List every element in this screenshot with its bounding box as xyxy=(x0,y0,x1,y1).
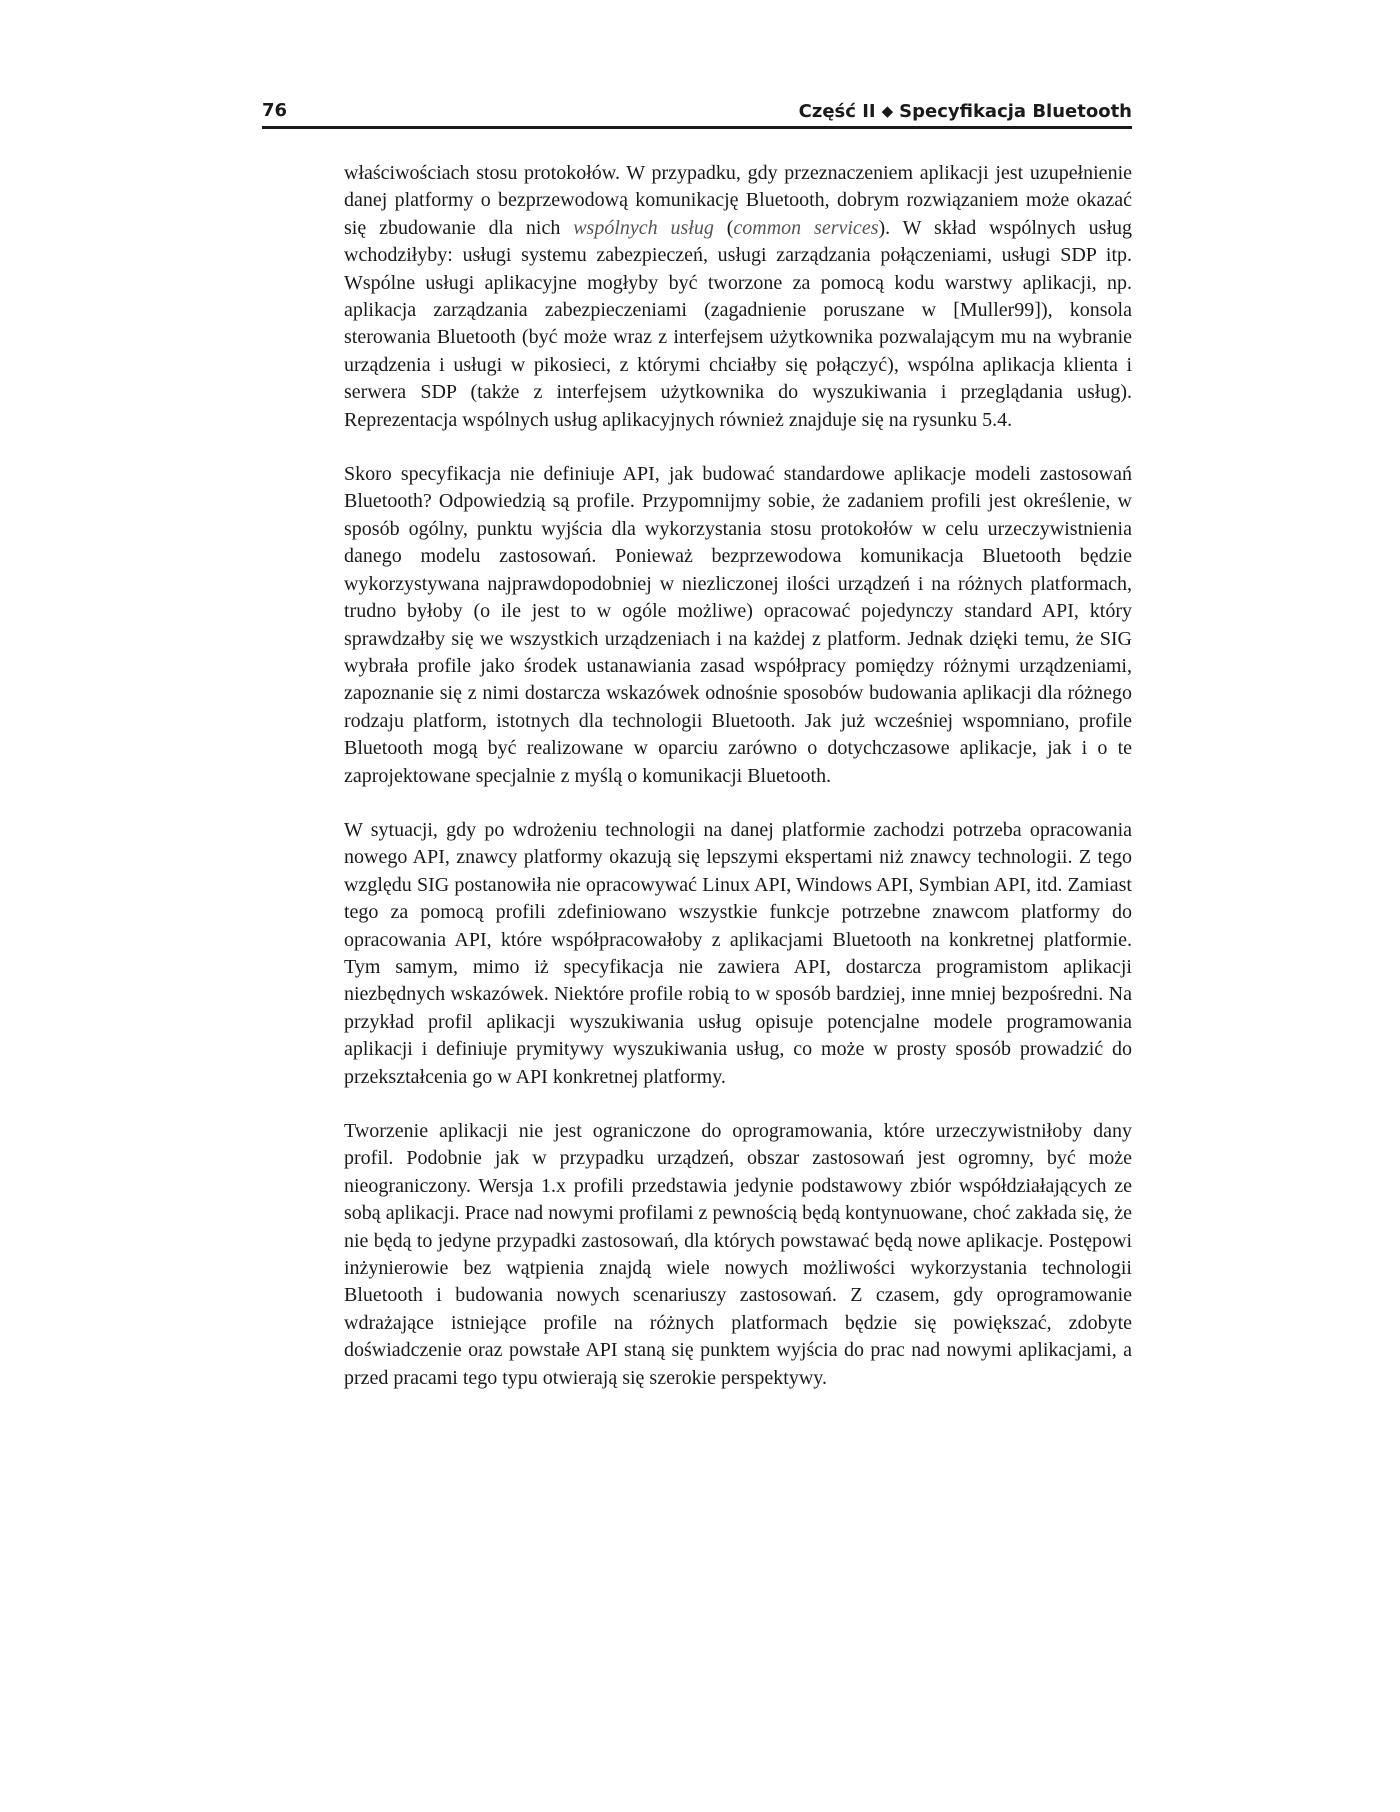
chapter-title: Specyfikacja Bluetooth xyxy=(899,101,1132,122)
paragraph-3: W sytuacji, gdy po wdrożeniu technologii na danej platformie zachodzi potrzeba opracowania nowego API, znawcy platformy okazują się lepszymi ekspertami niż znawcy technologii. Z tego względu SIG postanowiła nie opracowywać Linux API, Windows API, Symbian API, itd. Zamiast tego za pomocą profili zdefiniowano wszystkie funkcje potrzebne znawcom platformy do opracowania API, które współpracowałoby z aplikacjami Bluetooth na konkretnej platformie. Tym samym, mimo iż specyfikacja nie zawiera API, dostarcza programistom aplikacji niezbędnych wskazówek. Niektóre profile robią to w sposób bardziej, inne mniej bezpośredni. Na przykład profil aplikacji wyszukiwania usług opisuje potencjalne modele programowania aplikacji i definiuje prymitywy wyszukiwania usług, co może w prosty sposób prowadzić do przekształcenia go w API konkretnej platformy. xyxy=(344,818,1132,1088)
paragraph-1-text-b: ( xyxy=(713,216,734,239)
paragraph-1 xyxy=(344,160,1132,434)
paragraph-1-text-c: ). W skład wspólnych usług wchodziłyby: usługi systemu zabezpieczeń, usługi zarządzania połączeniami, usługi SDP itp. Wspólne usługi aplikacyjne mogłyby być tworzone za pomocą kodu warstwy aplikacji, np. aplikacja zarządzania zabezpieczeniami (zagadnienie poruszane w [Muller99]), konsola sterowania Bluetooth (być może wraz z interfejsem użytkownika pozwalającym mu na wybranie urządzenia i usługi w pikosieci, z którymi chciałby się połączyć), wspólna aplikacja klienta i serwera SDP (także z interfejsem użytkownika do wyszukiwania i przeglądania usług). Reprezentacja wspólnych usług aplikacyjnych również znajduje się na rysunku 5.4. xyxy=(344,216,1133,431)
body-text xyxy=(344,160,1132,1392)
italic-term-common-services: common services xyxy=(733,216,879,239)
paragraph-1-text-a: właściwościach stosu protokołów. W przypadku, gdy przeznaczeniem aplikacji jest uzupełnienie danej platformy o bezprzewodową komunikację Bluetooth, dobrym rozwiązaniem może okazać się zbudowanie dla nich xyxy=(344,162,1132,239)
italic-term-wspolne-uslugi: wspólnych usług xyxy=(573,216,714,239)
paragraph-2: Skoro specyfikacja nie definiuje API, jak budować standardowe aplikacje modeli zastosowań Bluetooth? Odpowiedzią są profile. Przypomnijmy sobie, że zadaniem profili jest określenie, w sposób ogólny, punktu wyjścia dla wykorzystania stosu protokołów w celu urzeczywistnienia danego modelu zastosowań. Ponieważ bezprzewodowa komunikacja Bluetooth będzie wykorzystywana najprawdopodobniej w niezliczonej ilości urządzeń i na różnych platformach, trudno byłoby (o ile jest to w ogóle możliwe) opracować pojedynczy standard API, który sprawdzałby się we wszystkich urządzeniach i na każdej z platform. Jednak dzięki temu, że SIG wybrała profile jako środek ustanawiania zasad współpracy pomiędzy różnymi urządzeniami, zapoznanie się z nimi dostarcza wskazówek odnośnie sposobów budowania aplikacji dla różnego rodzaju platform, istotnych dla technologii Bluetooth. Jak już wcześniej wspomniano, profile Bluetooth mogą być realizowane w oparciu zarówno o dotychczasowe aplikacje, jak i o te zaprojektowane specjalnie z myślą o komunikacji Bluetooth. xyxy=(344,463,1132,787)
page-number: 76 xyxy=(262,100,288,121)
paragraph-4: Tworzenie aplikacji nie jest ograniczone do oprogramowania, które urzeczywistniłoby dany profil. Podobnie jak w przypadku urządzeń, obszar zastosowań jest ogromny, być może nieograniczony. Wersja 1.x profili przedstawia jedynie podstawowy zbiór współdziałających ze sobą aplikacji. Prace nad nowymi profilami z pewnością będą kontynuowane, choć zakłada się, że nie będą to jedyne przypadki zastosowań, dla których powstawać będą nowe aplikacje. Postępowi inżynierowie bez wątpienia znajdą wiele nowych możliwości wykorzystania technologii Bluetooth i budowania nowych scenariuszy zastosowań. Z czasem, gdy oprogramowanie wdrażające istniejące profile na różnych platformach będzie się powiększać, zdobyte doświadczenie oraz powstałe API staną się punktem wyjścia do prac nad nowymi aplikacjami, a przed pracami tego typu otwierają się szerokie perspektywy. xyxy=(344,1120,1132,1389)
section-title xyxy=(799,96,1132,127)
part-label: Część II xyxy=(798,101,876,122)
running-head xyxy=(262,96,1132,129)
diamond-separator-icon: ◆ xyxy=(881,102,894,120)
